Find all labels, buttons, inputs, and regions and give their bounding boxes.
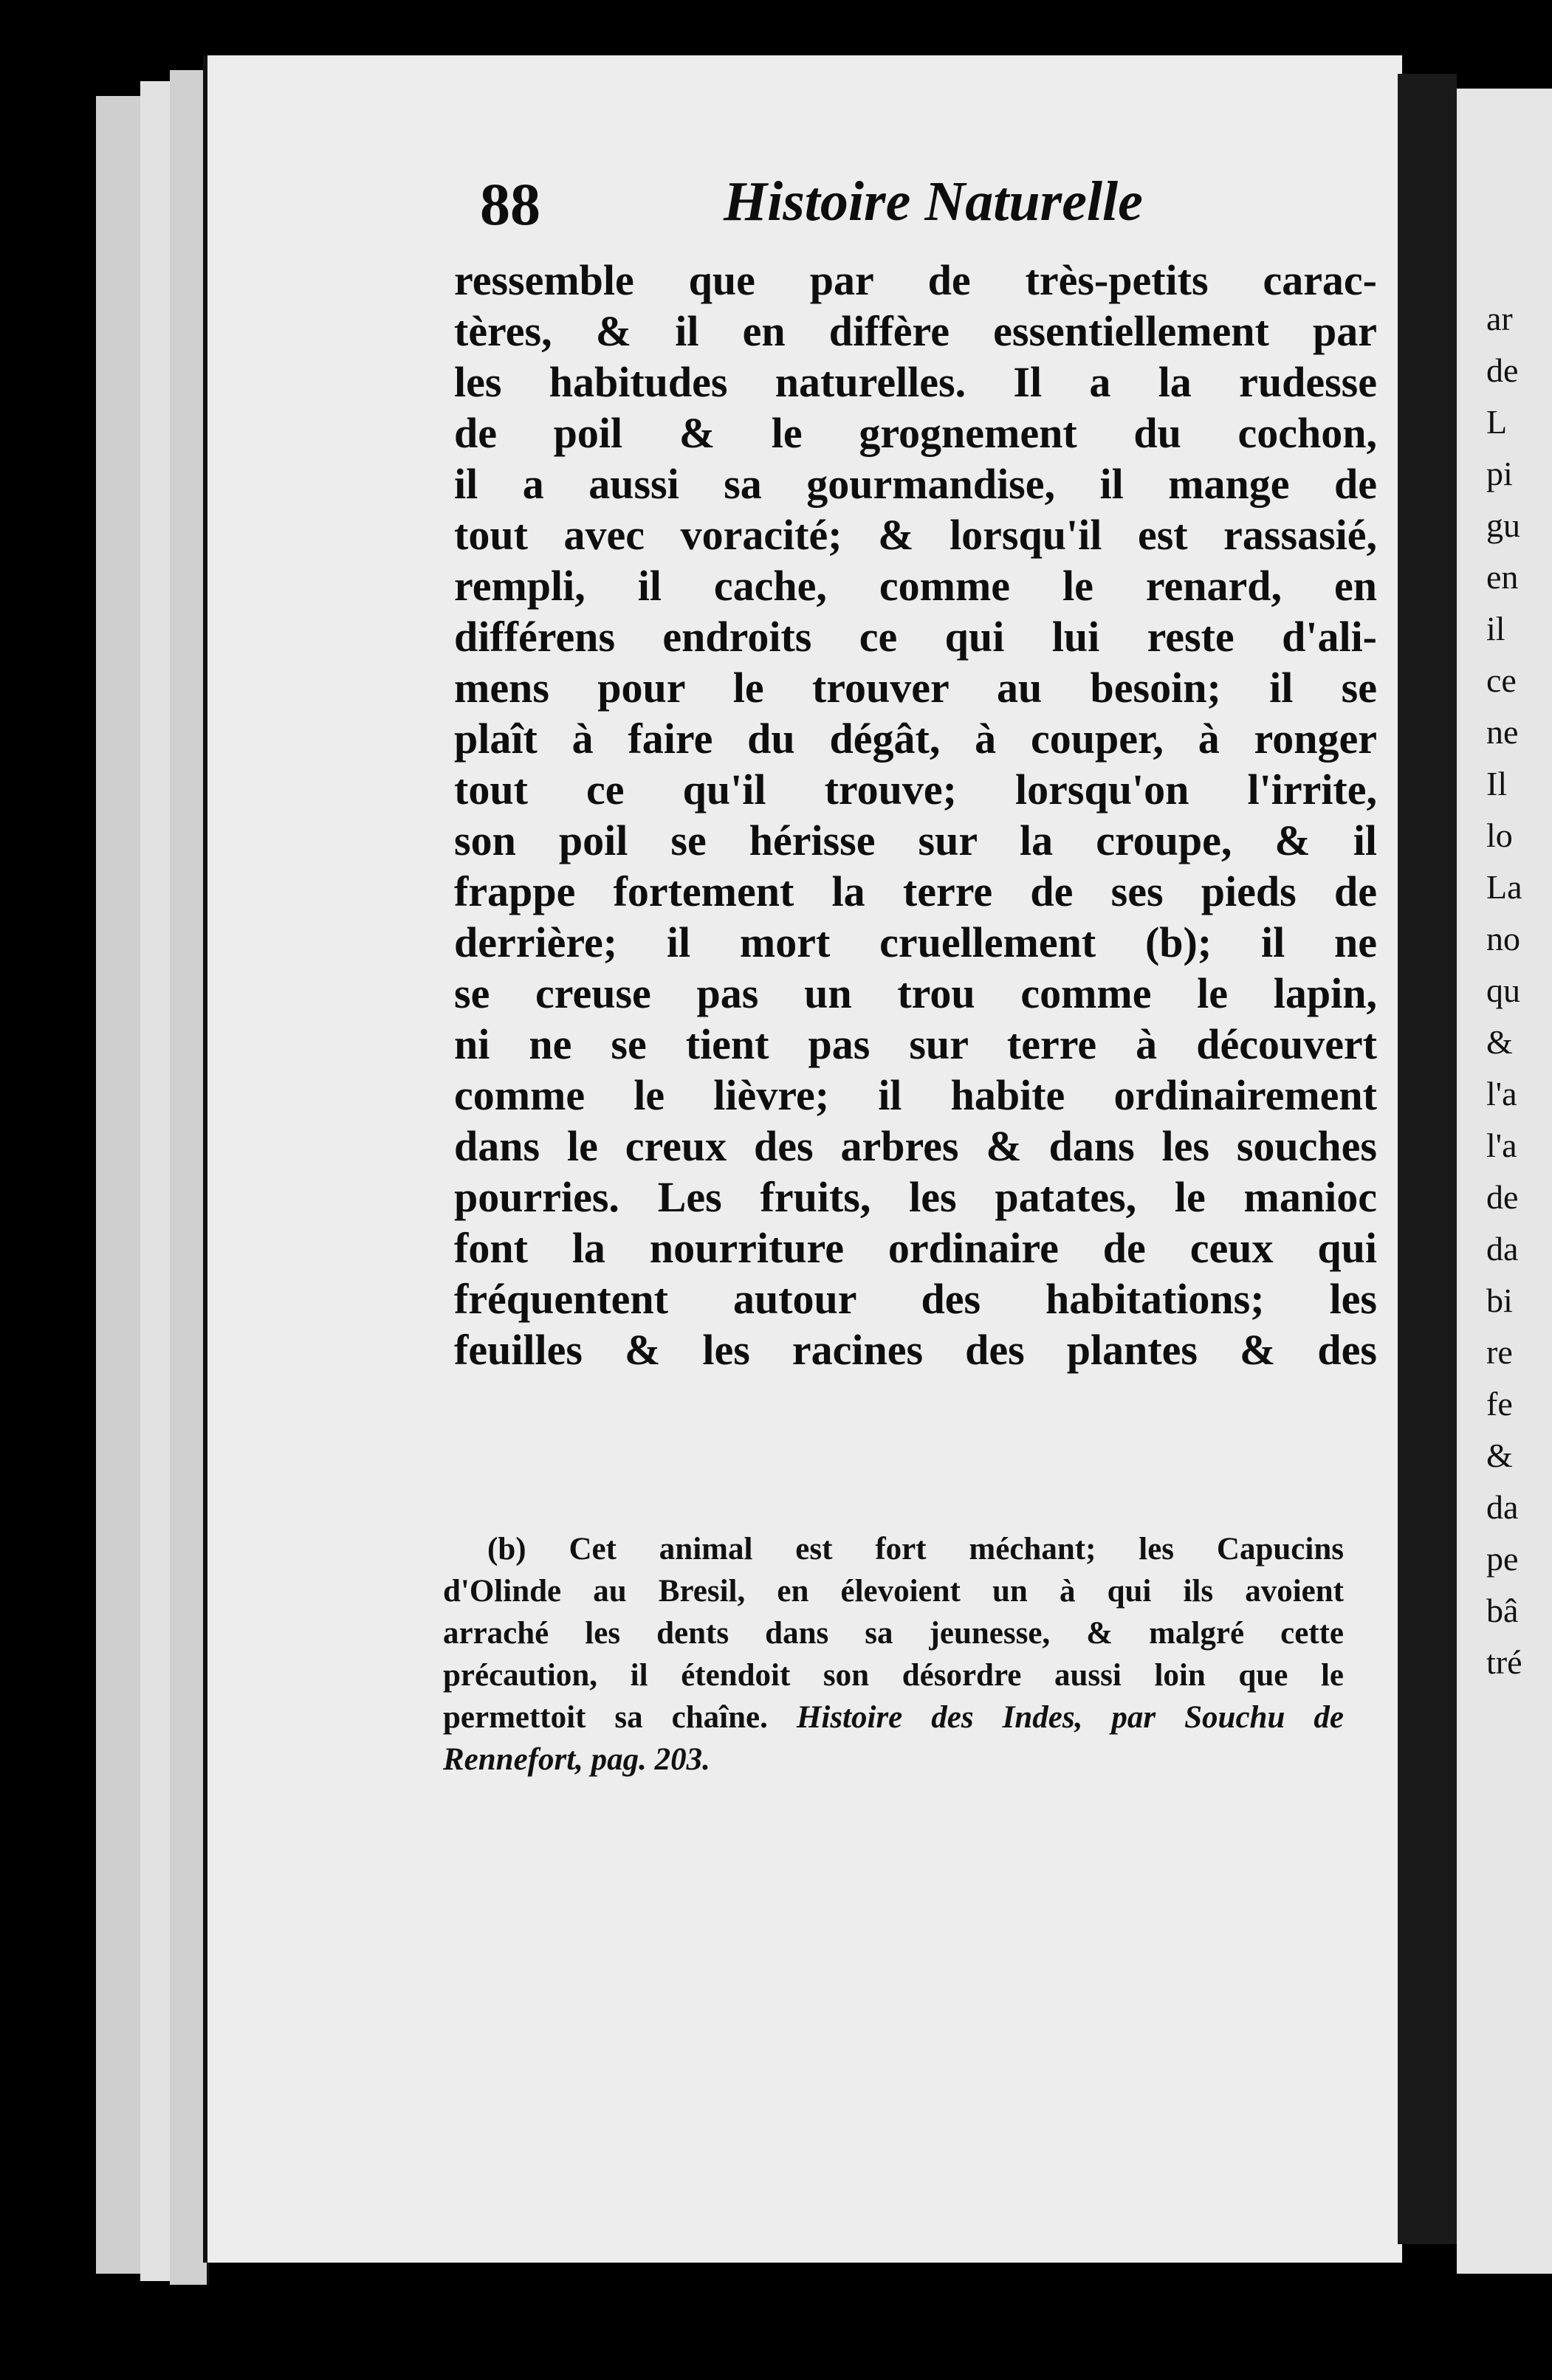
facing-fragment: Il [1486, 765, 1508, 802]
facing-fragment: tré [1486, 1643, 1522, 1681]
facing-fragment: fe [1486, 1385, 1513, 1423]
facing-fragment: lo [1486, 816, 1513, 854]
footnote-line: d'Olinde au Bresil, en élevoient un à qui ils avoient [443, 1574, 1344, 1609]
text-line: font la nourriture ordinaire de ceux qui [454, 1224, 1377, 1272]
facing-fragment: no [1486, 920, 1520, 957]
book-gutter [1398, 74, 1457, 2244]
text-line: fréquentent autour des habitations; les [454, 1275, 1377, 1323]
text-line: les habitudes naturelles. Il a la rudesse [454, 358, 1377, 406]
facing-fragment: pe [1486, 1540, 1519, 1578]
text-line: derrière; il mort cruellement (b); il ne [454, 918, 1377, 966]
text-line: ni ne se tient pas sur terre à découvert [454, 1020, 1377, 1068]
page-number: 88 [480, 171, 540, 238]
facing-fragment: La [1486, 868, 1522, 906]
text-line: comme le lièvre; il habite ordinairement [454, 1071, 1377, 1119]
text-line: tères, & il en diffère essentiellement par [454, 307, 1377, 355]
body-text [454, 255, 1377, 1375]
facing-fragment: de [1486, 351, 1519, 389]
text-line: dans le creux des arbres & dans les souches [454, 1122, 1377, 1170]
text-line: différens endroits ce qui lui reste d'ali- [454, 613, 1377, 661]
facing-fragment: de [1486, 1178, 1519, 1216]
running-title: Histoire Naturelle [724, 171, 1143, 233]
facing-fragment: & [1486, 1023, 1513, 1061]
facing-fragment: bâ [1486, 1592, 1519, 1629]
facing-fragment: en [1486, 558, 1519, 596]
footnote-line: (b) Cet animal est fort méchant; les Capucins [487, 1532, 1344, 1566]
facing-fragment: qu [1486, 971, 1520, 1009]
text-line: frappe fortement la terre de ses pieds de [454, 867, 1377, 915]
facing-fragment: gu [1486, 506, 1520, 544]
text-line: mens pour le trouver au besoin; il se [454, 664, 1377, 712]
footnote-line: précaution, il étendoit son désordre aussi loin que le [443, 1658, 1344, 1693]
footnote-line-with-citation [443, 1696, 1344, 1738]
text-line: feuilles & les racines des plantes & des [454, 1326, 1377, 1374]
facing-fragment: l'a [1486, 1075, 1517, 1112]
facing-fragment: da [1486, 1488, 1519, 1526]
footnote-citation: Histoire des Indes, par Souchu de [796, 1700, 1344, 1735]
facing-fragment: re [1486, 1333, 1513, 1371]
text-line: tout avec voracité; & lorsqu'il est rassasié, [454, 511, 1377, 559]
facing-fragment: bi [1486, 1282, 1513, 1319]
facing-fragment: da [1486, 1230, 1519, 1268]
text-line: tout ce qu'il trouve; lorsqu'on l'irrite, [454, 766, 1377, 814]
facing-fragment: il [1486, 610, 1505, 647]
footnote-line: permettoit sa chaîne. [443, 1700, 768, 1735]
text-line: son poil se hérisse sur la croupe, & il [454, 816, 1377, 864]
facing-fragment: ar [1486, 300, 1513, 337]
facing-page [1457, 89, 1552, 2274]
facing-fragment: ce [1486, 661, 1517, 699]
running-head [480, 170, 1395, 244]
facing-fragment: pi [1486, 455, 1513, 492]
footnote-line: arraché les dents dans sa jeunesse, & malgré cette [443, 1616, 1344, 1651]
facing-fragment: ne [1486, 713, 1519, 751]
facing-fragment: & [1486, 1437, 1513, 1474]
text-line: pourries. Les fruits, les patates, le manioc [454, 1173, 1377, 1221]
text-line: plaît à faire du dégât, à couper, à ronger [454, 715, 1377, 763]
text-line: rempli, il cache, comme le renard, en [454, 562, 1377, 610]
text-line: il a aussi sa gourmandise, il mange de [454, 460, 1377, 508]
text-line: se creuse pas un trou comme le lapin, [454, 969, 1377, 1017]
footnote [443, 1528, 1344, 1781]
facing-fragment: l'a [1486, 1127, 1517, 1164]
footnote-citation: Rennefort, pag. 203. [443, 1742, 710, 1777]
facing-fragment: L [1486, 403, 1508, 441]
text-line: de poil & le grognement du cochon, [454, 409, 1377, 457]
text-line: ressemble que par de très-petits carac- [454, 256, 1377, 304]
